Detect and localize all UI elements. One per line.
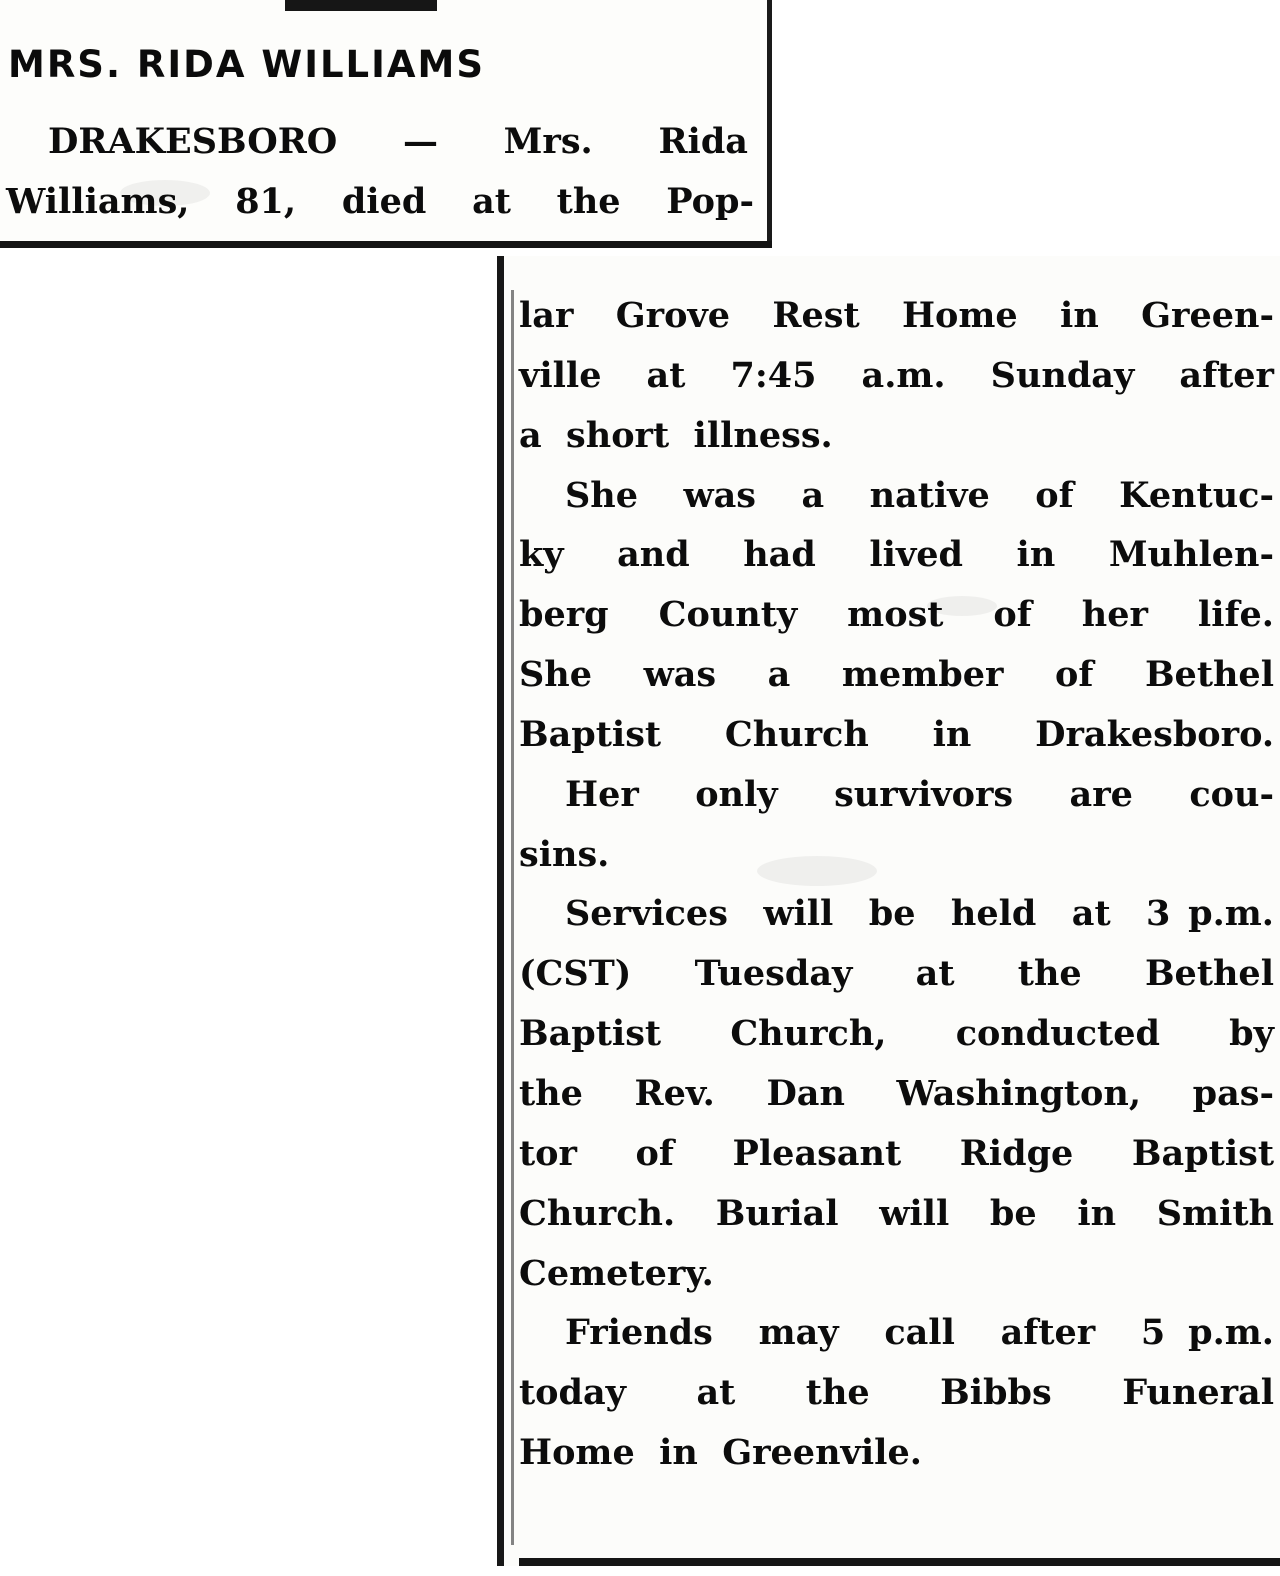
text-line: lar Grove Rest Home in Green-	[519, 295, 1274, 336]
dateline-line: Williams, 81, died at the Pop-	[6, 181, 754, 223]
paragraph-5	[519, 1303, 1274, 1483]
text-line: the Rev. Dan Washington, pas-	[519, 1072, 1274, 1114]
text-line: Friends may call after 5 p.m.	[565, 1312, 1274, 1354]
text-line: ville at 7:45 a.m. Sunday after	[519, 354, 1274, 396]
text-line: Home in Greenvile.	[519, 1432, 922, 1474]
text-line: Church. Burial will be in Smith	[519, 1192, 1274, 1234]
page-title: MRS. RIDA WILLIAMS	[8, 43, 485, 86]
paragraph-1	[519, 286, 1274, 466]
column-rule-right	[767, 0, 772, 248]
text-line: tor of Pleasant Ridge Baptist	[519, 1132, 1274, 1174]
dateline-paragraph	[6, 112, 762, 232]
paragraph-2	[519, 466, 1274, 765]
text-line: Her only survivors are cou-	[565, 773, 1274, 815]
paragraph-4	[519, 884, 1274, 1303]
column-rule-left	[497, 256, 504, 1566]
text-line: She was a native of Kentuc-	[565, 474, 1274, 516]
dateline-line: DRAKESBORO — Mrs. Rida	[48, 121, 748, 162]
text-line: Baptist Church, conducted by	[519, 1013, 1274, 1055]
text-line: a short illness.	[519, 414, 833, 456]
text-line: today at the Bibbs Funeral	[519, 1372, 1274, 1414]
column-hairline-left	[511, 290, 514, 1545]
text-line: ky and had lived in Muhlen-	[519, 534, 1274, 576]
text-line: Cemetery.	[519, 1252, 714, 1294]
clipping-top-fragment	[0, 0, 772, 248]
obituary-body	[519, 286, 1274, 1483]
paragraph-3	[519, 765, 1274, 885]
text-line: (CST) Tuesday at the Bethel	[519, 953, 1274, 995]
dash-rule-ornament	[285, 0, 437, 11]
text-line: She was a member of Bethel	[519, 654, 1274, 696]
clipping-bottom-rule	[0, 241, 772, 248]
text-line: sins.	[519, 833, 610, 875]
column-bottom-rule	[519, 1558, 1280, 1566]
clipping-column-continuation	[497, 256, 1280, 1566]
text-line: berg County most of her life.	[519, 594, 1274, 636]
text-line: Baptist Church in Drakesboro.	[519, 713, 1274, 755]
text-line: Services will be held at 3 p.m.	[565, 893, 1274, 935]
